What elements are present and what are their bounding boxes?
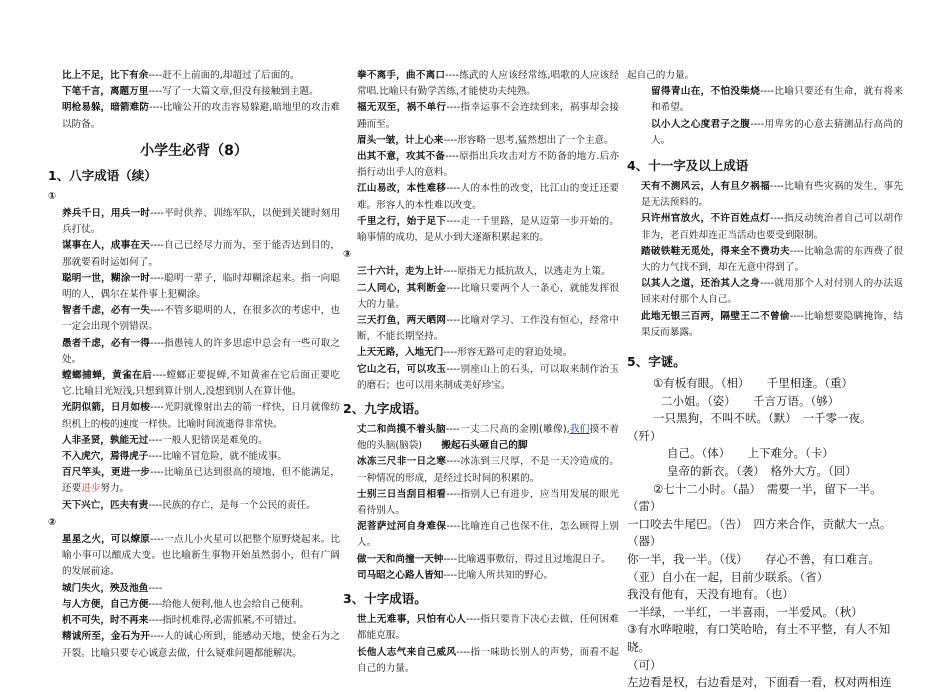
idiom-term: 泥菩萨过河自身难保: [357, 521, 447, 533]
idiom-entry: 丈二和尚摸不着头脑----一丈二尺高的金刚(雕像),我们摸不着他的头脑(脑袋) 搬起石头砸自己的脚: [357, 424, 620, 452]
idiom-term: 智者千虑，必有一失: [62, 305, 151, 317]
idiom-term: 眉头一皱，计上心来: [357, 134, 444, 146]
idiom-term: 养兵千日，用兵一时: [62, 208, 151, 220]
idiom-term: 世上无难事，只怕有心人: [357, 614, 467, 626]
idiom-definition: ----聪明一辈子，临时却糊涂起来。指一向聪明的人，偶尔在某件事上犯糊涂。: [62, 272, 340, 301]
idiom-entry: [343, 454, 619, 486]
idiom-entry: [343, 214, 619, 246]
idiom-definition: ----比喻对学习、工作没有恒心，经常中断，不能长期坚持。: [357, 315, 620, 343]
idiom-entry: [627, 117, 903, 149]
idiom-entry: [343, 133, 619, 149]
idiom-entry: [48, 532, 340, 581]
idiom-entry: [343, 264, 619, 280]
group-marker-3: ③: [343, 249, 352, 261]
idiom-definition: ----一般人犯错误是难免的。: [148, 434, 268, 446]
idiom-entry: [627, 179, 903, 211]
idiom-term: 不入虎穴，焉得虎子: [62, 451, 149, 463]
idiom-term: 此地无银三百两，隔壁王二不曾偷: [641, 310, 790, 322]
idiom-term: 冰冻三尺非一日之寒: [357, 456, 447, 468]
idiom-definition: ----比喻人所共知的野心。: [443, 569, 554, 581]
idiom-term: 长他人志气来自己威风: [357, 646, 457, 658]
idiom-entry: 天下兴亡，匹夫有责----民族的存亡，是每一个公民的责任。: [62, 499, 316, 511]
idiom-term: 星星之火，可以燎原: [62, 534, 151, 546]
idiom-entry: [627, 276, 903, 308]
column-middle: [343, 68, 619, 677]
idiom-entry: [343, 281, 619, 313]
riddle-line: 左边看是权，右边看是对，下面看一看，权对两相连: [627, 675, 892, 690]
riddle-line: （雷）: [627, 499, 662, 514]
idiom-definition: ----比喻公开的攻击容易躲避,暗地里的攻击难以防备。: [62, 102, 340, 130]
riddle-line: 二小姐。（姿） 千言万语。（够）: [661, 393, 840, 408]
idiom-term: 以小人之心度君子之腹: [651, 118, 751, 130]
idiom-definition: ----赶不上前面的,却超过了后面的。: [148, 70, 300, 81]
idiom-entry: [343, 645, 619, 677]
group-marker-2: ②: [48, 516, 57, 528]
idiom-term: 下笔千言，离题万里: [62, 86, 149, 98]
idiom-entry: [48, 597, 340, 613]
idiom-entry: [48, 433, 340, 449]
idiom-definition: ----写了一大篇文章,但没有接触到主题。: [148, 86, 319, 98]
section-heading-4: 4、十一字及以上成语: [627, 158, 749, 174]
idiom-term: 拳不离手，曲不离口: [357, 70, 446, 81]
idiom-definition: ----比喻急需的东西费了很大的力气找不到，却在无意中得到了。: [641, 245, 903, 274]
idiom-term: 出其不意，攻其不备: [357, 151, 446, 163]
idiom-entry: [343, 100, 619, 132]
idiom-entry: [343, 68, 619, 100]
idiom-definition: ----指幸运事不会连续到来，祸事却会接踵而至。: [357, 102, 620, 130]
idiom-term: 机不可失，时不再来: [62, 615, 149, 627]
idiom-entry: [48, 368, 340, 400]
idiom-entry: [343, 552, 619, 568]
idiom-definition: ----走一千里路，是从迈第一步开始的。喻事情的成功，是从小到大逐渐积累起来的。: [357, 215, 620, 244]
idiom-definition: ----比喻不冒危险，就不能成事。: [148, 451, 287, 463]
idiom-entry: [48, 336, 340, 368]
idiom-term: 做一天和尚撞一天钟: [357, 553, 444, 565]
idiom-term: 只许州官放火，不许百姓点灯: [641, 213, 771, 225]
idiom-entry: [48, 449, 340, 465]
idiom-entry: [48, 400, 340, 432]
idiom-term: 城门失火，殃及池鱼: [62, 582, 149, 594]
idiom-definition: ----比喻连自己也保不住，怎么顾得上别人。: [357, 521, 620, 549]
idiom-definition: ----人的本性的改变，比江山的变迁还要难。形容人的本性难以改变。: [357, 183, 620, 211]
riddle-line: 自己。（体） 上下难分。（卡）: [667, 446, 834, 461]
idiom-term: 二人同心，其利断金: [357, 282, 447, 294]
idiom-term: 光阴似箭，日月如梭: [62, 402, 151, 414]
idiom-entry: [48, 206, 340, 238]
idiom-entry: [343, 181, 619, 213]
idiom-entry: [48, 238, 340, 270]
idiom-definition: ----: [148, 582, 163, 594]
idiom-term: 螳螂捕蝉，黄雀在后: [62, 370, 153, 382]
idiom-entry: [627, 211, 903, 243]
idiom-definition: ----指只要肯下决心去做，任何困难都能克服。: [357, 614, 619, 642]
continued-text: 起自己的力量。: [627, 70, 695, 81]
idiom-definition: ----平时供养、训练军队，以便到关键时刻用兵打仗。: [62, 208, 340, 236]
riddle-line: 皇帝的新衣。（袭） 格外大方。（回）: [667, 464, 857, 479]
idiom-term: 上天无路，入地无门: [357, 347, 444, 359]
idiom-definition: ----形容略一思考,猛然想出了一个主意。: [443, 134, 614, 146]
idiom-definition: ----比喻遇事敷衍，得过且过地混日子。: [443, 553, 611, 565]
idiom-entry: 百尺竿头，更进一步----比喻虽已达到很高的境地，但不能满足，还要进步努力。: [62, 467, 340, 495]
idiom-term: 愚者千虑，必有一得: [62, 337, 151, 349]
idiom-definition: ----别座山上的石头，可以取来制作治玉的磨石；也可以用来制成美好珍宝。: [357, 363, 620, 391]
page-title: 小学生必背（8）: [140, 142, 248, 159]
idiom-term: 谋事在人，成事在天: [62, 240, 151, 252]
idiom-definition: ----比喻只要还有生命，就有将来和希望。: [651, 86, 903, 114]
idiom-definition: ----指一味助长别人的声势，而看不起自己的力量。: [357, 646, 619, 674]
idiom-term: 踏破铁鞋无觅处，得来全不费功夫: [641, 245, 790, 257]
idiom-definition: ----指愚钝人的许多思虑中总会有一些可取之处。: [62, 337, 340, 365]
idiom-entry: [343, 519, 619, 551]
riddle-line: （亚）自小在一起，目前少联系。（省）: [627, 569, 829, 584]
idiom-definition: ----练武的人应该经常练,唱歌的人应该经常唱.比喻只有勤学苦练,才能使功夫纯熟。: [357, 70, 620, 98]
idiom-term: 它山之石，可以攻玉: [357, 363, 447, 375]
idiom-definition: ----光阴就像射出去的箭一样快，日月就像纺织机上的梭的速度一样快。比喻时间流逝得非常快。: [62, 402, 340, 430]
idiom-entry: [48, 84, 340, 100]
idiom-entry: [48, 100, 340, 132]
idiom-entry: [627, 84, 903, 116]
riddle-line: （器）: [627, 534, 662, 549]
idiom-term: 天有不测风云，人有旦夕祸福: [641, 181, 771, 193]
idiom-term: 精诚所至，金石为开: [62, 631, 151, 643]
idiom-definition: ----比喻只要两个人一条心，就能发挥很大的力量。: [357, 282, 620, 310]
riddle-line: （歼）: [627, 428, 662, 443]
riddle-line: 你一半，我一半。（伐） 存心不善，有口难言。: [627, 551, 880, 566]
idiom-term: 与人方便，自己方便: [62, 598, 149, 610]
idiom-entry: [343, 612, 619, 644]
idiom-term: 千里之行，始于足下: [357, 215, 447, 227]
idiom-term: 江山易改，本性难移: [357, 183, 447, 195]
idiom-definition: ----人的诚心所到，能感动天地，使金石为之开裂。比喻只要专心诚意去做，什么疑难问题都能解决。: [62, 631, 340, 659]
section-heading-2: 2、九字成语。: [343, 401, 427, 417]
idiom-term: 留得青山在，不怕没柴烧: [651, 86, 761, 98]
idiom-term: 福无双至，祸不单行: [357, 102, 447, 114]
idiom-definition: ----冰冻到三尺厚，不是一天冷造成的。一种情况的形成，是经过长时间的积累的。: [357, 456, 620, 484]
section-heading-1: 1、八字成语（续）: [48, 167, 157, 183]
riddle-line: 我没有他有，天没有地有。（也）: [627, 587, 794, 602]
idiom-definition: ----原指无力抵抗敌人，以逃走为上策。: [443, 266, 611, 278]
idiom-term: 人非圣贤，孰能无过: [62, 434, 149, 446]
idiom-definition: ----原指出兵攻击对方不防备的地方.后亦指行动出乎人的意料。: [357, 151, 620, 179]
idiom-entry: [48, 629, 340, 661]
idiom-definition: ----一点儿小火星可以把整个原野烧起来。比喻小事可以酿成大变。也比喻新生事物开始虽然弱小，但有广阔的发展前途。: [62, 534, 340, 578]
idiom-entry: [343, 487, 619, 519]
idiom-entry: [343, 313, 619, 345]
section-heading-5: 5、字谜。: [627, 354, 686, 370]
riddle-line: ①有板有眼。（相） 千里相逢。（重）: [653, 376, 854, 391]
idiom-definition: ----形容无路可走的窘迫处境。: [443, 347, 573, 359]
riddle-line: 一口咬去牛尾巴。（告） 四方来合作，贡献大一点。: [627, 516, 892, 531]
idiom-term: 明枪易躲，暗箭难防: [62, 102, 150, 114]
idiom-entry: [627, 244, 903, 276]
idiom-definition: ----不管多聪明的人，在很多次的考虑中，也一定会出现个别错误。: [62, 305, 340, 333]
idiom-entry: [627, 309, 903, 341]
column-right: [627, 68, 903, 692]
link-text[interactable]: 我们: [569, 424, 590, 436]
idiom-definition: ----给他人便利,他人也会给自己便利。: [148, 598, 310, 610]
group-marker-1: ①: [48, 190, 57, 202]
idiom-definition: ----指时机难得,必需抓紧,不可错过。: [148, 615, 303, 627]
idiom-entry: [48, 581, 340, 597]
idiom-definition: ----螳螂正要捉蝉,不知黄雀在它后面正要吃它.比喻目光短浅,只想到算计别人,没想到别人在算计他。: [62, 370, 340, 398]
idiom-definition: ----就用那个人对付别人的办法返回来对付那个人自己。: [641, 278, 903, 306]
idiom-entry: [343, 149, 619, 181]
idiom-entry: [343, 568, 619, 584]
idiom-definition: ----比喻想要隐瞒掩饰，结果反而暴露。: [641, 310, 903, 338]
idiom-term: 比上不足，比下有余: [62, 70, 149, 81]
riddle-line: ③有水哗啦啦，有口笑哈哈，有土不平整，有人不知晓。: [627, 622, 891, 654]
idiom-term: 三天打鱼，两天晒网: [357, 315, 447, 327]
riddle-line: ②七十二小时。（晶） 需要一半，留下一半。: [653, 481, 882, 496]
idiom-definition: ----指反动统治者自己可以胡作非为，老百姓却连正当活动也要受到限制。: [641, 213, 904, 241]
idiom-entry: [48, 68, 340, 84]
riddle-line: 一半绿，一半红，一半喜雨，一半爱风。（秋）: [627, 604, 863, 619]
idiom-definition: ----用卑劣的心意去猜测品行高尚的人。: [651, 118, 903, 146]
idiom-term: 士别三日当刮目相看: [357, 488, 447, 500]
idiom-term: 以其人之道，还治其人之身: [641, 278, 761, 290]
idiom-entry: [48, 613, 340, 629]
idiom-entry: [48, 303, 340, 335]
idiom-definition: ----比喻有些灾祸的发生，事先是无法预料的。: [641, 181, 904, 209]
idiom-term: 司马昭之心路人皆知: [357, 569, 444, 581]
idiom-entry: [48, 271, 340, 303]
idiom-term: 三十六计，走为上计: [357, 266, 444, 278]
idiom-term: 聪明一世，糊涂一时: [62, 272, 151, 284]
idiom-definition: ----指别人已有进步，应当用发展的眼光看待别人。: [357, 488, 620, 517]
idiom-entry: [343, 362, 619, 394]
idiom-definition: ----自己已经尽力而为，至于能否达到目的，那就要看时运如何了。: [62, 240, 340, 268]
riddle-line: （可）: [627, 657, 662, 672]
column-left: [48, 68, 340, 662]
riddle-line: 一只黑狗，不叫不吠。（默） 一千零一夜。: [653, 411, 872, 426]
section-heading-3: 3、十字成语。: [343, 591, 427, 607]
idiom-entry: [343, 345, 619, 361]
